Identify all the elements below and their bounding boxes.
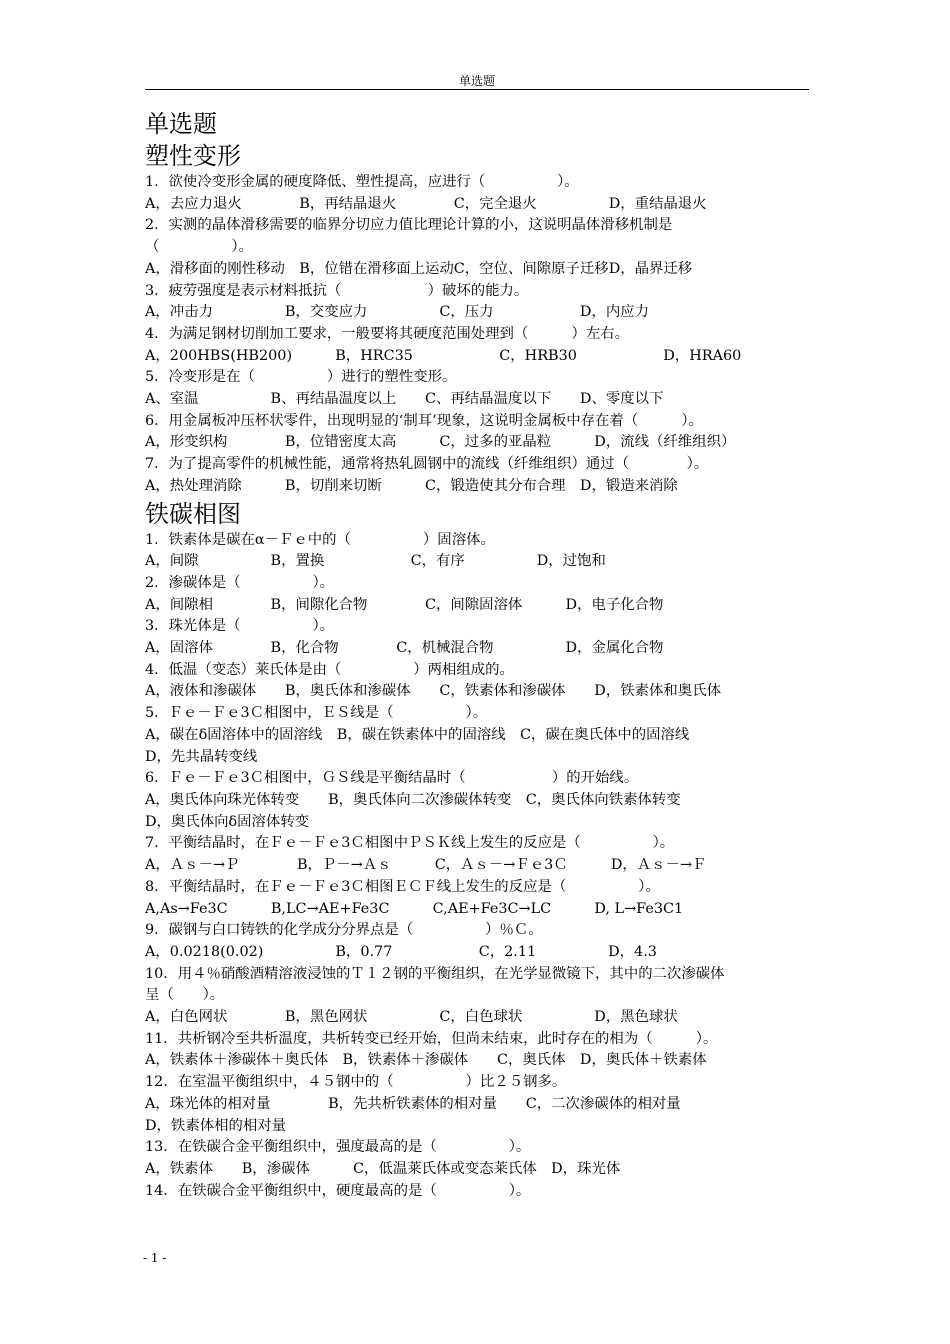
question-text: 1．欲使冷变形金属的硬度降低、塑性提高，应进行（ ）。 bbox=[145, 174, 579, 190]
question-text: 6．Ｆｅ－Ｆｅ3Ｃ相图中，ＧＳ线是平衡结晶时（ ）的开始线。 bbox=[145, 770, 639, 787]
answer-options: A，形变织构 B，位错密度太高 C，过多的亚晶粒 D，流线（纤维组织） bbox=[145, 434, 736, 451]
question-text: 呈（ ）。 bbox=[145, 987, 225, 1004]
question-text: 1．铁素体是碳在α－Ｆｅ中的（ ）固溶体。 bbox=[145, 531, 495, 548]
question-text: 8．平衡结晶时，在Ｆｅ－Ｆｅ3Ｃ相图ＥＣＦ线上发生的反应是（ ）。 bbox=[145, 878, 660, 895]
answer-options: A，0.0218(0.02) B，0.77 C，2.11 D，4.3 bbox=[145, 943, 657, 960]
answer-options: D，先共晶转变线 bbox=[145, 748, 258, 765]
answer-options: A，珠光体的相对量 B，先共析铁素体的相对量 C，二次渗碳体的相对量 bbox=[145, 1095, 681, 1112]
answer-options: A,As→Fe3C B,LC→AE+Fe3C C,AE+Fe3C→LC D, L→Fe3C1 bbox=[145, 900, 684, 917]
answer-options: A，白色网状 B，黑色网状 C，白色球状 D，黑色球状 bbox=[145, 1009, 678, 1026]
answer-options: A，碳在δ固溶体中的固溶线 B，碳在铁素体中的固溶线 C，碳在奥氏体中的固溶线 bbox=[145, 726, 690, 743]
answer-options: A，奥氏体向珠光体转变 B，奥氏体向二次渗碳体转变 C，奥氏体向铁素体转变 bbox=[145, 791, 681, 808]
section-heading: 铁碳相图 bbox=[145, 499, 241, 528]
question-text: 7．为了提高零件的机械性能，通常将热轧圆钢中的流线（纤维组织）通过（ ）。 bbox=[145, 456, 709, 473]
answer-options: A，铁素体 B，渗碳体 C，低温莱氏体或变态莱氏体 D，珠光体 bbox=[145, 1160, 621, 1177]
section-iron-carbon-diagram bbox=[145, 530, 809, 1203]
question-text: 2．渗碳体是（ ）。 bbox=[145, 574, 335, 591]
question-text: 4．低温（变态）莱氏体是由（ ）两相组成的。 bbox=[145, 661, 514, 678]
answer-options: A，铁素体＋渗碳体＋奥氏体 B，铁素体＋渗碳体 C，奥氏体 D，奥氏体＋铁素体 bbox=[145, 1052, 707, 1069]
question-text: 6．用金属板冲压杯状零件，出现明显的‘制耳’现象，这说明金属板中存在着（ ）。 bbox=[145, 412, 703, 429]
header-rule bbox=[145, 89, 809, 90]
answer-options: A，滑移面的刚性移动 B，位错在滑移面上运动C，空位、间隙原子迁移D，晶界迁移 bbox=[145, 260, 693, 277]
answer-options: A，液体和渗碳体 B，奥氏体和渗碳体 C，铁素体和渗碳体 D，铁素体和奥氏体 bbox=[145, 683, 721, 700]
document-title: 单选题 bbox=[145, 110, 217, 138]
answer-options: A，间隙 B，置换 C，有序 D，过饱和 bbox=[145, 553, 606, 570]
answer-options: A，热处理消除 B，切削来切断 C，锻造使其分布合理 D，锻造来消除 bbox=[145, 477, 678, 494]
answer-options: A，冲击力 B，交变应力 C，压力 D，内应力 bbox=[145, 304, 650, 321]
answer-options: A，固溶体 B，化合物 C，机械混合物 D，金属化合物 bbox=[145, 640, 664, 657]
question-text: 13．在铁碳合金平衡组织中，强度最高的是（ ）。 bbox=[145, 1139, 531, 1156]
answer-options: D，奥氏体向δ固溶体转变 bbox=[145, 813, 310, 830]
question-text: 14．在铁碳合金平衡组织中，硬度最高的是（ ）。 bbox=[145, 1182, 531, 1199]
question-text: A、室温 B、再结晶温度以上 C、再结晶温度以下 D、零度以下 bbox=[145, 391, 664, 408]
answer-options: A，去应力退火 B，再结晶退火 C，完全退火 D，重结晶退火 bbox=[145, 195, 707, 212]
question-text: 5．Ｆｅ－Ｆｅ3Ｃ相图中，ＥＳ线是（ ）。 bbox=[145, 705, 488, 722]
question-text: 2．实测的晶体滑移需要的临界分切应力值比理论计算的小，这说明晶体滑移机制是 bbox=[145, 217, 673, 234]
question-text: 12．在室温平衡组织中，４５钢中的（ ）比２５钢多。 bbox=[145, 1074, 567, 1091]
question-text: 11．共析钢冷至共析温度，共析转变已经开始，但尚未结束，此时存在的相为（ ）。 bbox=[145, 1030, 718, 1047]
answer-options: A，200HBS(HB200) B，HRC35 C，HRB30 D，HRA60 bbox=[145, 347, 742, 364]
answer-options: A，间隙相 B，间隙化合物 C，间隙固溶体 D，电子化合物 bbox=[145, 596, 664, 613]
question-text: 3．疲劳强度是表示材料抵抗（ ）破坏的能力。 bbox=[145, 282, 529, 299]
section-plastic-deformation bbox=[145, 172, 809, 498]
question-text: 4．为满足钢材切削加工要求，一般要将其硬度范围处理到（ ）左右。 bbox=[145, 325, 630, 342]
page-header: 单选题 bbox=[458, 74, 495, 88]
page-number: - 1 - bbox=[143, 1251, 167, 1265]
section-heading: 塑性变形 bbox=[145, 142, 241, 170]
question-text: 3．珠光体是（ ）。 bbox=[145, 618, 335, 635]
answer-options: A，Ａｓ－→Ｐ B，Ｐ－→Ａｓ C，Ａｓ－→Ｆｅ3Ｃ D，Ａｓ－→Ｆ bbox=[145, 857, 707, 874]
question-text: 7．平衡结晶时，在Ｆｅ－Ｆｅ3Ｃ相图中ＰＳＫ线上发生的反应是（ ）。 bbox=[145, 835, 675, 852]
document-body bbox=[145, 108, 809, 1202]
question-text: （ ）。 bbox=[145, 239, 253, 256]
question-text: 5．冷变形是在（ ）进行的塑性变形。 bbox=[145, 369, 457, 386]
answer-options: D，铁素体相的相对量 bbox=[145, 1117, 287, 1134]
question-text: 10．用４％硝酸酒精溶液浸蚀的Ｔ１２钢的平衡组织，在光学显微镜下，其中的二次渗碳体 bbox=[145, 965, 725, 982]
question-text: 9．碳钢与白口铸铁的化学成分分界点是（ ）％Ｃ。 bbox=[145, 922, 543, 939]
